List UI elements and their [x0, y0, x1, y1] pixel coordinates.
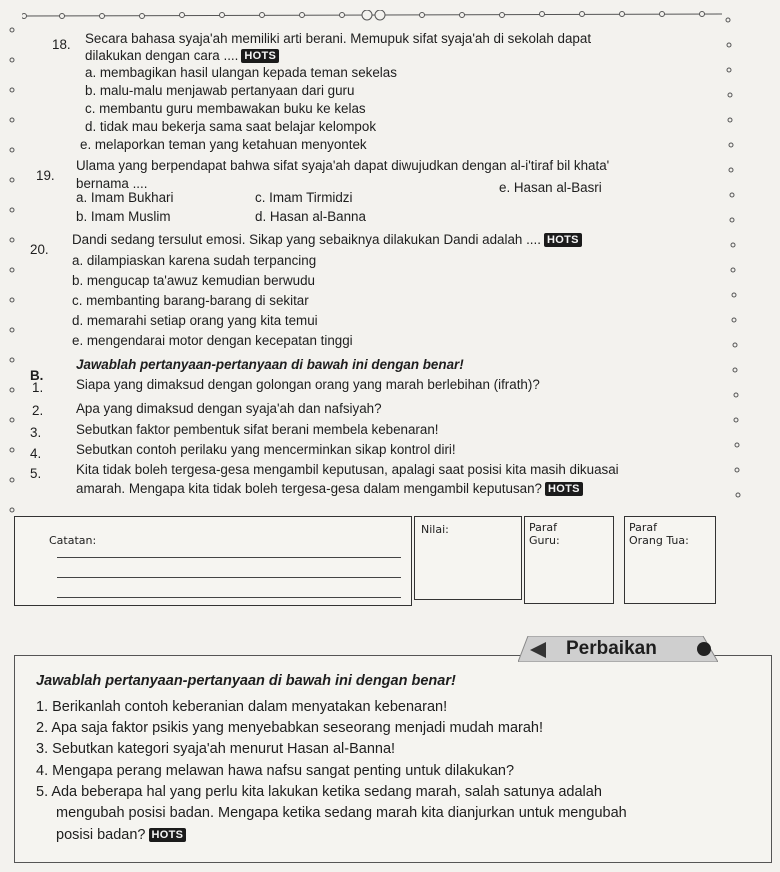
essay-number-2: 2.: [32, 403, 44, 418]
question-20-option-c: c. membanting barang-barang di sekitar: [72, 293, 309, 308]
paraf-guru-label-1: Paraf: [529, 521, 558, 534]
question-number-19: 19.: [36, 168, 55, 183]
nilai-box: [414, 516, 522, 600]
paraf-guru-box: [524, 516, 614, 604]
question-18-option-e: e. melaporkan teman yang ketahuan menyontek: [80, 137, 367, 152]
perbaikan-title: Perbaikan: [566, 638, 657, 659]
hots-badge: HOTS: [149, 828, 187, 842]
hots-badge: HOTS: [241, 49, 279, 63]
essay-number-1: 1.: [32, 380, 44, 395]
left-dot-border: [4, 20, 20, 540]
section-b-title: Jawablah pertanyaan-pertanyaan di bawah ini dengan benar!: [76, 357, 464, 372]
right-dot-border: [718, 10, 748, 520]
paraf-ortu-label-2: Orang Tua:: [629, 534, 689, 547]
question-19-option-d: d. Hasan al-Banna: [255, 209, 366, 224]
question-18-stem-line1: Secara bahasa syaja'ah memiliki arti berani. Memupuk sifat syaja'ah di sekolah dapat: [85, 31, 592, 46]
essay-number-5: 5.: [30, 466, 42, 481]
catatan-label: Catatan:: [49, 534, 97, 547]
question-number-18: 18.: [52, 37, 71, 52]
perbaikan-question-5-line2: mengubah posisi badan. Mengapa ketika sedang marah kita dianjurkan untuk mengubah: [56, 805, 627, 821]
question-19-option-b: b. Imam Muslim: [76, 209, 171, 224]
question-19-stem-line2: bernama ....: [76, 176, 148, 191]
perbaikan-banner: [518, 636, 718, 662]
question-20-option-d: d. memarahi setiap orang yang kita temui: [72, 313, 318, 328]
catatan-line-1: [57, 557, 401, 558]
perbaikan-question-2: 2. Apa saja faktor psikis yang menyebabkan seseorang menjadi mudah marah!: [36, 720, 543, 736]
perbaikan-question-4: 4. Mengapa perang melawan hawa nafsu sangat penting untuk dilakukan?: [36, 763, 515, 779]
perbaikan-question-5-line1: 5. Ada beberapa hal yang perlu kita lakukan ketika sedang marah, salah satunya adalah: [36, 784, 602, 800]
question-18-stem-line2: dilakukan dengan cara .... HOTS: [85, 48, 279, 63]
essay-number-4: 4.: [30, 446, 42, 461]
essay-question-2: Apa yang dimaksud dengan syaja'ah dan nafsiyah?: [76, 401, 382, 416]
catatan-box: [14, 516, 412, 606]
question-18-option-b: b. malu-malu menjawab pertanyaan dari guru: [85, 83, 355, 98]
question-20-option-a: a. dilampiaskan karena sudah terpancing: [72, 253, 317, 268]
top-decorative-border: [22, 10, 722, 22]
hots-badge: HOTS: [545, 482, 583, 496]
essay-question-5-line2: amarah. Mengapa kita tidak boleh tergesa-gesa dalam mengambil keputusan? HOTS: [76, 481, 583, 496]
perbaikan-question-5-line3: posisi badan? HOTS: [56, 827, 186, 843]
essay-question-3: Sebutkan faktor pembentuk sifat berani membela kebenaran!: [76, 422, 439, 437]
section-b-letter: B.: [30, 368, 44, 383]
question-20-stem: Dandi sedang tersulut emosi. Sikap yang sebaiknya dilakukan Dandi adalah .... HOTS: [72, 232, 582, 247]
paraf-ortu-label-1: Paraf: [629, 521, 658, 534]
question-18-option-a: a. membagikan hasil ulangan kepada teman sekelas: [85, 65, 397, 80]
perbaikan-instructions: Jawablah pertanyaan-pertanyaan di bawah ini dengan benar!: [36, 673, 456, 689]
essay-question-4: Sebutkan contoh perilaku yang mencerminkan sikap kontrol diri!: [76, 442, 456, 457]
perbaikan-question-1: 1. Berikanlah contoh keberanian dalam menyatakan kebenaran!: [36, 699, 448, 715]
question-19-option-e: e. Hasan al-Basri: [499, 180, 602, 195]
question-number-20: 20.: [30, 242, 49, 257]
question-19-option-a: a. Imam Bukhari: [76, 190, 174, 205]
nilai-label: Nilai:: [421, 523, 449, 536]
essay-number-3: 3.: [30, 425, 42, 440]
question-20-option-b: b. mengucap ta'awuz kemudian berwudu: [72, 273, 315, 288]
perbaikan-question-3: 3. Sebutkan kategori syaja'ah menurut Hasan al-Banna!: [36, 741, 396, 757]
catatan-line-2: [57, 577, 401, 578]
catatan-line-3: [57, 597, 401, 598]
question-19-option-c: c. Imam Tirmidzi: [255, 190, 353, 205]
question-18-option-d: d. tidak mau bekerja sama saat belajar kelompok: [85, 119, 377, 134]
question-19-stem-line1: Ulama yang berpendapat bahwa sifat syaja'ah dapat diwujudkan dengan al-i'tiraf bil khata': [76, 158, 610, 173]
question-18-option-c: c. membantu guru membawakan buku ke kelas: [85, 101, 366, 116]
essay-question-5-line1: Kita tidak boleh tergesa-gesa mengambil keputusan, apalagi saat posisi kita masih dikuasai: [76, 462, 619, 477]
paraf-guru-label-2: Guru:: [529, 534, 560, 547]
paraf-ortu-box: [624, 516, 716, 604]
question-20-option-e: e. mengendarai motor dengan kecepatan tinggi: [72, 333, 353, 348]
essay-question-1: Siapa yang dimaksud dengan golongan orang yang marah berlebihan (ifrath)?: [76, 377, 540, 392]
hots-badge: HOTS: [544, 233, 582, 247]
